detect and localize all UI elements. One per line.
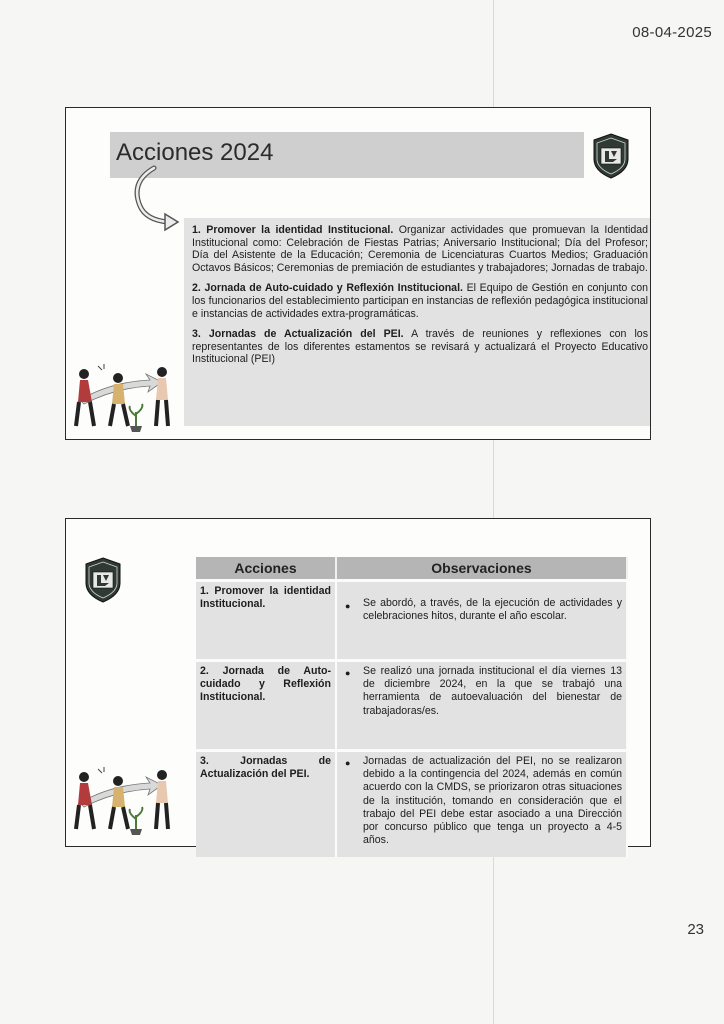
action-cell: 3. Jornadas de Actualización del PEI. [196,751,336,858]
table-header-row [196,557,627,581]
slide-acciones-2024 [65,107,651,440]
teamwork-illustration [70,360,182,434]
action-text: El Equipo de Gestión en conjunto con los funcionarios del establecimiento participan en instancias de reflexión pedagógica institucional e instancias de actividades extra-programáticas. [192,282,649,320]
slide-title: Acciones 2024 [116,139,274,166]
action-cell: 1. Promover la identidad Institucional. [196,581,336,661]
observation-cell [336,581,627,661]
table-row [196,661,627,751]
action-text: A través de reuniones y reflexiones con los representantes de los diferentes estamentos se revisará y actualizará el Proyecto Educativo Institucional (PEI) [192,328,648,366]
observation-cell [336,661,627,751]
bullet-icon: ● [345,601,351,611]
bullet-icon: ● [345,668,351,678]
action-heading: 3. Jornadas de Actualización del PEI. [192,328,404,341]
curved-arrow-icon [132,164,192,234]
header-acciones: Acciones [196,557,336,581]
action-item-2 [192,282,648,320]
school-crest-icon [84,557,122,603]
action-heading: 1. Promover la identidad Institucional. [192,224,394,236]
header-observaciones: Observaciones [336,557,627,581]
page-number: 23 [687,921,704,938]
slide-acciones-observaciones [65,518,651,847]
observation-text: Se abordó, a través, de la ejecución de actividades y celebraciones hitos, durante el año escolar. [363,597,622,623]
actions-content-box [184,218,650,426]
actions-observations-table [196,557,628,857]
school-crest-icon [592,133,630,179]
observation-text: Se realizó una jornada institucional el día viernes 13 de diciembre 2024, en la que se trabajó una herramienta de autoevaluación del bienestar de trabajadoras/es. [363,665,622,717]
table-row [196,581,627,661]
bullet-icon: ● [345,758,351,768]
observation-cell [336,751,627,858]
action-item-1 [192,224,648,274]
teamwork-illustration [70,763,182,837]
table-row [196,751,627,858]
action-heading: 2. Jornada de Auto-cuidado y Reflexión Institucional. [192,282,463,295]
action-item-3 [192,328,648,366]
action-cell: 2. Jornada de Auto-cuidado y Reflexión Institucional. [196,661,336,751]
observation-text: Jornadas de actualización del PEI, no se realizaron debido a la contingencia del 2024, además en común acuerdo con la CMDS, se priorizaron otras situaciones de la institución, tomando en consideración que el trabajo del PEI debe estar asociado a una Dirección por concurso público que tenga un proyecto a 4-5 años. [363,755,622,847]
action-text: Organizar actividades que promuevan la Identidad Institucional como: Celebración de Fiestas Patrias; Aniversario Institucional; Día del Profesor; Día del Asistente de la Educación; Ceremonia de Licenciaturas Cuartos Medios; Graduación Octavos Básicos; Ceremonias de premiación de estudiantes y trabajadores; Jornadas de trabajo. [192,224,648,274]
page-date: 08-04-2025 [632,24,712,41]
